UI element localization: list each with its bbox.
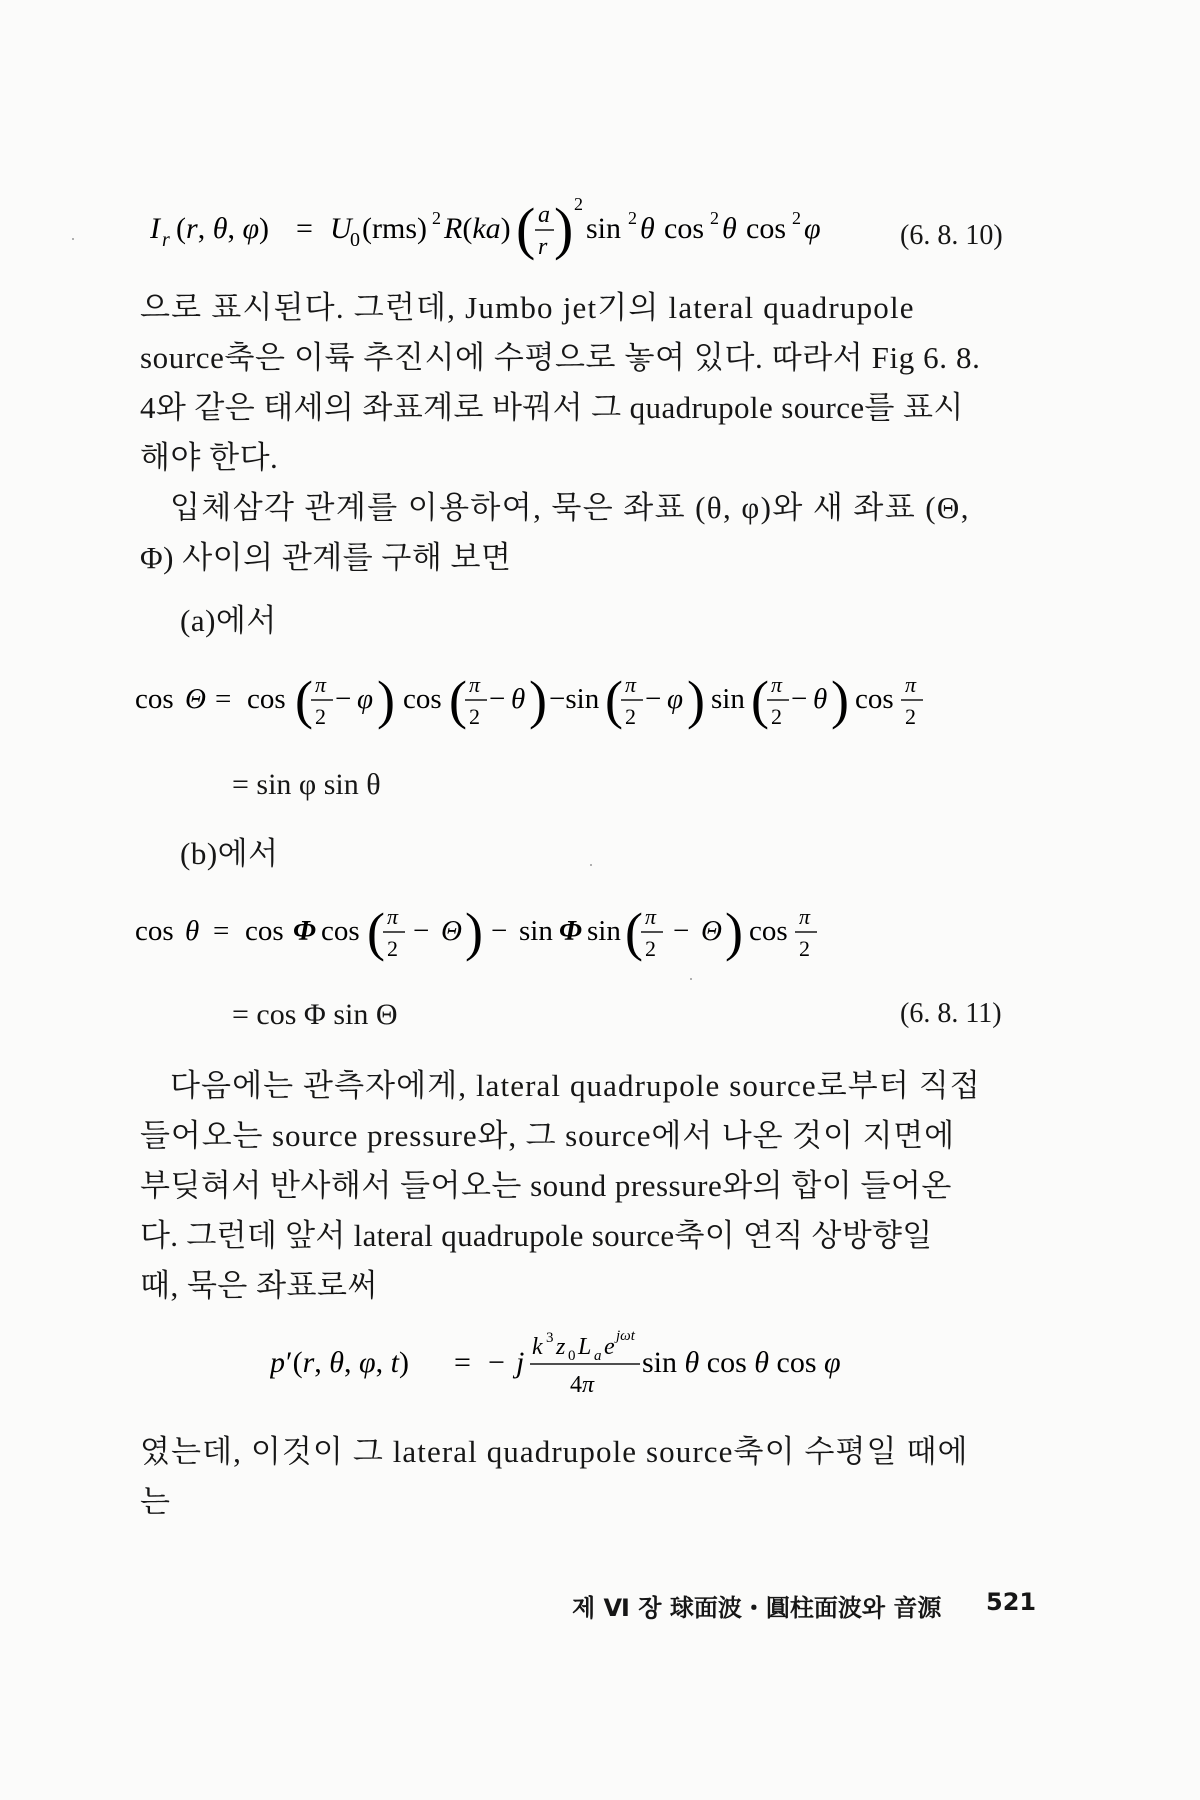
- svg-text:k: k: [532, 1334, 543, 1360]
- svg-text:r: r: [538, 234, 548, 260]
- paragraph-3-line-5: 때, 묵은 좌표로써: [140, 1268, 378, 1303]
- paragraph-3-line-2: 들어오는 source pressure와, 그 source에서 나온 것이 지면에: [140, 1118, 955, 1153]
- svg-text:−: −: [489, 683, 506, 715]
- svg-text:−sin: −sin: [549, 683, 600, 715]
- svg-text:′(r, θ, φ, t): ′(r, θ, φ, t): [286, 1346, 409, 1379]
- svg-text:−: −: [791, 683, 808, 715]
- svg-text:cos: cos: [403, 683, 442, 715]
- svg-text:φ: φ: [667, 683, 684, 715]
- paragraph-1-line-3: 4와 같은 태세의 좌표계로 바꿔서 그 quadrupole source를 표시: [140, 390, 964, 425]
- svg-text:(: (: [605, 670, 623, 730]
- svg-text:Φ: Φ: [293, 915, 316, 947]
- svg-text:π: π: [645, 904, 657, 929]
- paragraph-4-line-1: 였는데, 이것이 그 lateral quadrupole source축이 수평일 때에: [140, 1434, 969, 1469]
- svg-text:θ: θ: [185, 915, 200, 947]
- svg-text:=: =: [296, 212, 313, 245]
- svg-text:2: 2: [387, 936, 398, 961]
- scan-speck: [590, 864, 592, 866]
- svg-text:θ: θ: [813, 683, 828, 715]
- scan-speck: [690, 978, 692, 980]
- scan-speck: [72, 238, 74, 240]
- svg-text:−: −: [645, 683, 662, 715]
- svg-text:cos: cos: [746, 212, 786, 245]
- svg-text:π: π: [315, 672, 327, 697]
- svg-text:−: −: [488, 1346, 505, 1379]
- svg-text:3: 3: [546, 1330, 554, 1346]
- svg-text:φ: φ: [804, 212, 821, 245]
- svg-text:=: =: [454, 1346, 471, 1379]
- svg-text:cos: cos: [135, 915, 174, 947]
- svg-text:π: π: [387, 904, 399, 929]
- svg-text:): ): [554, 196, 574, 261]
- equation-a-line-1: [135, 660, 1055, 740]
- svg-text:0: 0: [350, 229, 360, 251]
- page-number: 521: [986, 1588, 1037, 1616]
- svg-text:2: 2: [905, 704, 916, 729]
- svg-text:=: =: [213, 915, 230, 947]
- paragraph-4-line-2: 는: [140, 1484, 171, 1519]
- svg-text:(: (: [295, 670, 313, 730]
- svg-text:2: 2: [315, 704, 326, 729]
- svg-text:z: z: [556, 1334, 566, 1360]
- svg-text:sin: sin: [519, 915, 553, 947]
- svg-text:e: e: [604, 1334, 615, 1360]
- svg-text:π: π: [905, 672, 917, 697]
- svg-text:2: 2: [625, 704, 636, 729]
- paragraph-2-line-1: 입체삼각 관계를 이용하여, 묵은 좌표 (θ, φ)와 새 좌표 (Θ,: [170, 490, 970, 525]
- svg-text:2: 2: [710, 208, 719, 228]
- svg-text:−: −: [335, 683, 352, 715]
- svg-text:2: 2: [574, 194, 583, 214]
- svg-text:−: −: [673, 915, 690, 947]
- svg-text:sin: sin: [711, 683, 745, 715]
- svg-text:R(ka): R(ka): [444, 212, 511, 245]
- svg-text:cos: cos: [855, 683, 894, 715]
- svg-text:(rms): (rms): [362, 212, 427, 245]
- svg-text:(: (: [449, 670, 467, 730]
- svg-text:4π: 4π: [570, 1372, 595, 1398]
- paragraph-1-line-4: 해야 한다.: [140, 440, 279, 475]
- svg-text:cos: cos: [749, 915, 788, 947]
- svg-text:cos: cos: [245, 915, 284, 947]
- paragraph-3-line-3: 부딪혀서 반사해서 들어오는 sound pressure와의 합이 들어온: [140, 1168, 952, 1203]
- svg-text:sin: sin: [587, 915, 621, 947]
- paragraph-2-line-2: Φ) 사이의 관계를 구해 보면: [140, 540, 512, 575]
- svg-text:jωt: jωt: [616, 1328, 635, 1344]
- equation-number-6-8-10: (6. 8. 10): [900, 220, 1003, 251]
- svg-text:−: −: [413, 915, 430, 947]
- svg-text:(: (: [625, 902, 643, 962]
- equation-p-prime: [270, 1320, 970, 1410]
- svg-text:2: 2: [771, 704, 782, 729]
- svg-text:p: p: [270, 1346, 285, 1379]
- svg-text:a: a: [594, 1348, 602, 1364]
- svg-text:(: (: [516, 196, 536, 261]
- svg-text:2: 2: [645, 936, 656, 961]
- svg-text:I: I: [150, 212, 160, 245]
- svg-text:): ): [529, 670, 547, 730]
- svg-text:Θ: Θ: [185, 683, 206, 715]
- svg-text:a: a: [538, 202, 550, 228]
- paragraph-3-line-1: 다음에는 관측자에게, lateral quadrupole source로부터 직접: [170, 1068, 981, 1103]
- svg-text:sin θ cos θ cos φ: sin θ cos θ cos φ: [642, 1346, 841, 1379]
- svg-text:2: 2: [792, 208, 801, 228]
- svg-text:θ: θ: [722, 212, 737, 245]
- svg-text:θ: θ: [511, 683, 526, 715]
- paragraph-3-line-4: 다. 그런데 앞서 lateral quadrupole source축이 연직 상방향일: [140, 1218, 933, 1253]
- svg-text:cos: cos: [247, 683, 286, 715]
- paragraph-1-line-1: 으로 표시된다. 그런데, Jumbo jet기의 lateral quadrupole: [140, 290, 915, 325]
- svg-text:φ: φ: [357, 683, 374, 715]
- svg-text:Θ: Θ: [441, 915, 462, 947]
- label-b: (b)에서: [180, 836, 279, 871]
- svg-text:sin: sin: [586, 212, 622, 245]
- svg-text:2: 2: [469, 704, 480, 729]
- svg-text:j: j: [516, 1346, 525, 1379]
- svg-text:=: =: [215, 683, 232, 715]
- svg-text:(r, θ, φ): (r, θ, φ): [176, 212, 270, 245]
- svg-text:): ): [725, 902, 743, 962]
- svg-text:cos: cos: [321, 915, 360, 947]
- svg-text:(: (: [751, 670, 769, 730]
- svg-text:(: (: [367, 902, 385, 962]
- svg-text:2: 2: [628, 208, 637, 228]
- paragraph-1-line-2: source축은 이륙 추진시에 수평으로 놓여 있다. 따라서 Fig 6. 8.: [140, 340, 981, 375]
- svg-text:0: 0: [568, 1348, 576, 1364]
- svg-text:): ): [687, 670, 705, 730]
- equation-a-line-2: = sin φ sin θ: [232, 768, 381, 801]
- svg-text:−: −: [491, 915, 508, 947]
- svg-text:cos: cos: [664, 212, 704, 245]
- svg-text:θ: θ: [640, 212, 655, 245]
- svg-text:2: 2: [432, 208, 441, 228]
- svg-text:U: U: [330, 212, 352, 245]
- svg-text:): ): [377, 670, 395, 730]
- running-footer-chapter: 제 Ⅵ 장 球面波・圓柱面波와 音源: [572, 1594, 942, 1622]
- svg-text:π: π: [469, 672, 481, 697]
- svg-text:π: π: [799, 904, 811, 929]
- svg-text:r: r: [162, 229, 170, 251]
- svg-text:2: 2: [799, 936, 810, 961]
- equation-b-line-1: [135, 892, 975, 972]
- svg-text:): ): [465, 902, 483, 962]
- label-a: (a)에서: [180, 603, 277, 638]
- equation-b-line-2: = cos Φ sin Θ: [232, 998, 398, 1031]
- svg-text:cos: cos: [135, 683, 174, 715]
- svg-text:π: π: [625, 672, 637, 697]
- svg-text:L: L: [578, 1334, 592, 1360]
- svg-text:Θ: Θ: [701, 915, 722, 947]
- svg-text:π: π: [771, 672, 783, 697]
- svg-text:Φ: Φ: [559, 915, 582, 947]
- svg-text:): ): [831, 670, 849, 730]
- equation-number-6-8-11: (6. 8. 11): [900, 998, 1002, 1029]
